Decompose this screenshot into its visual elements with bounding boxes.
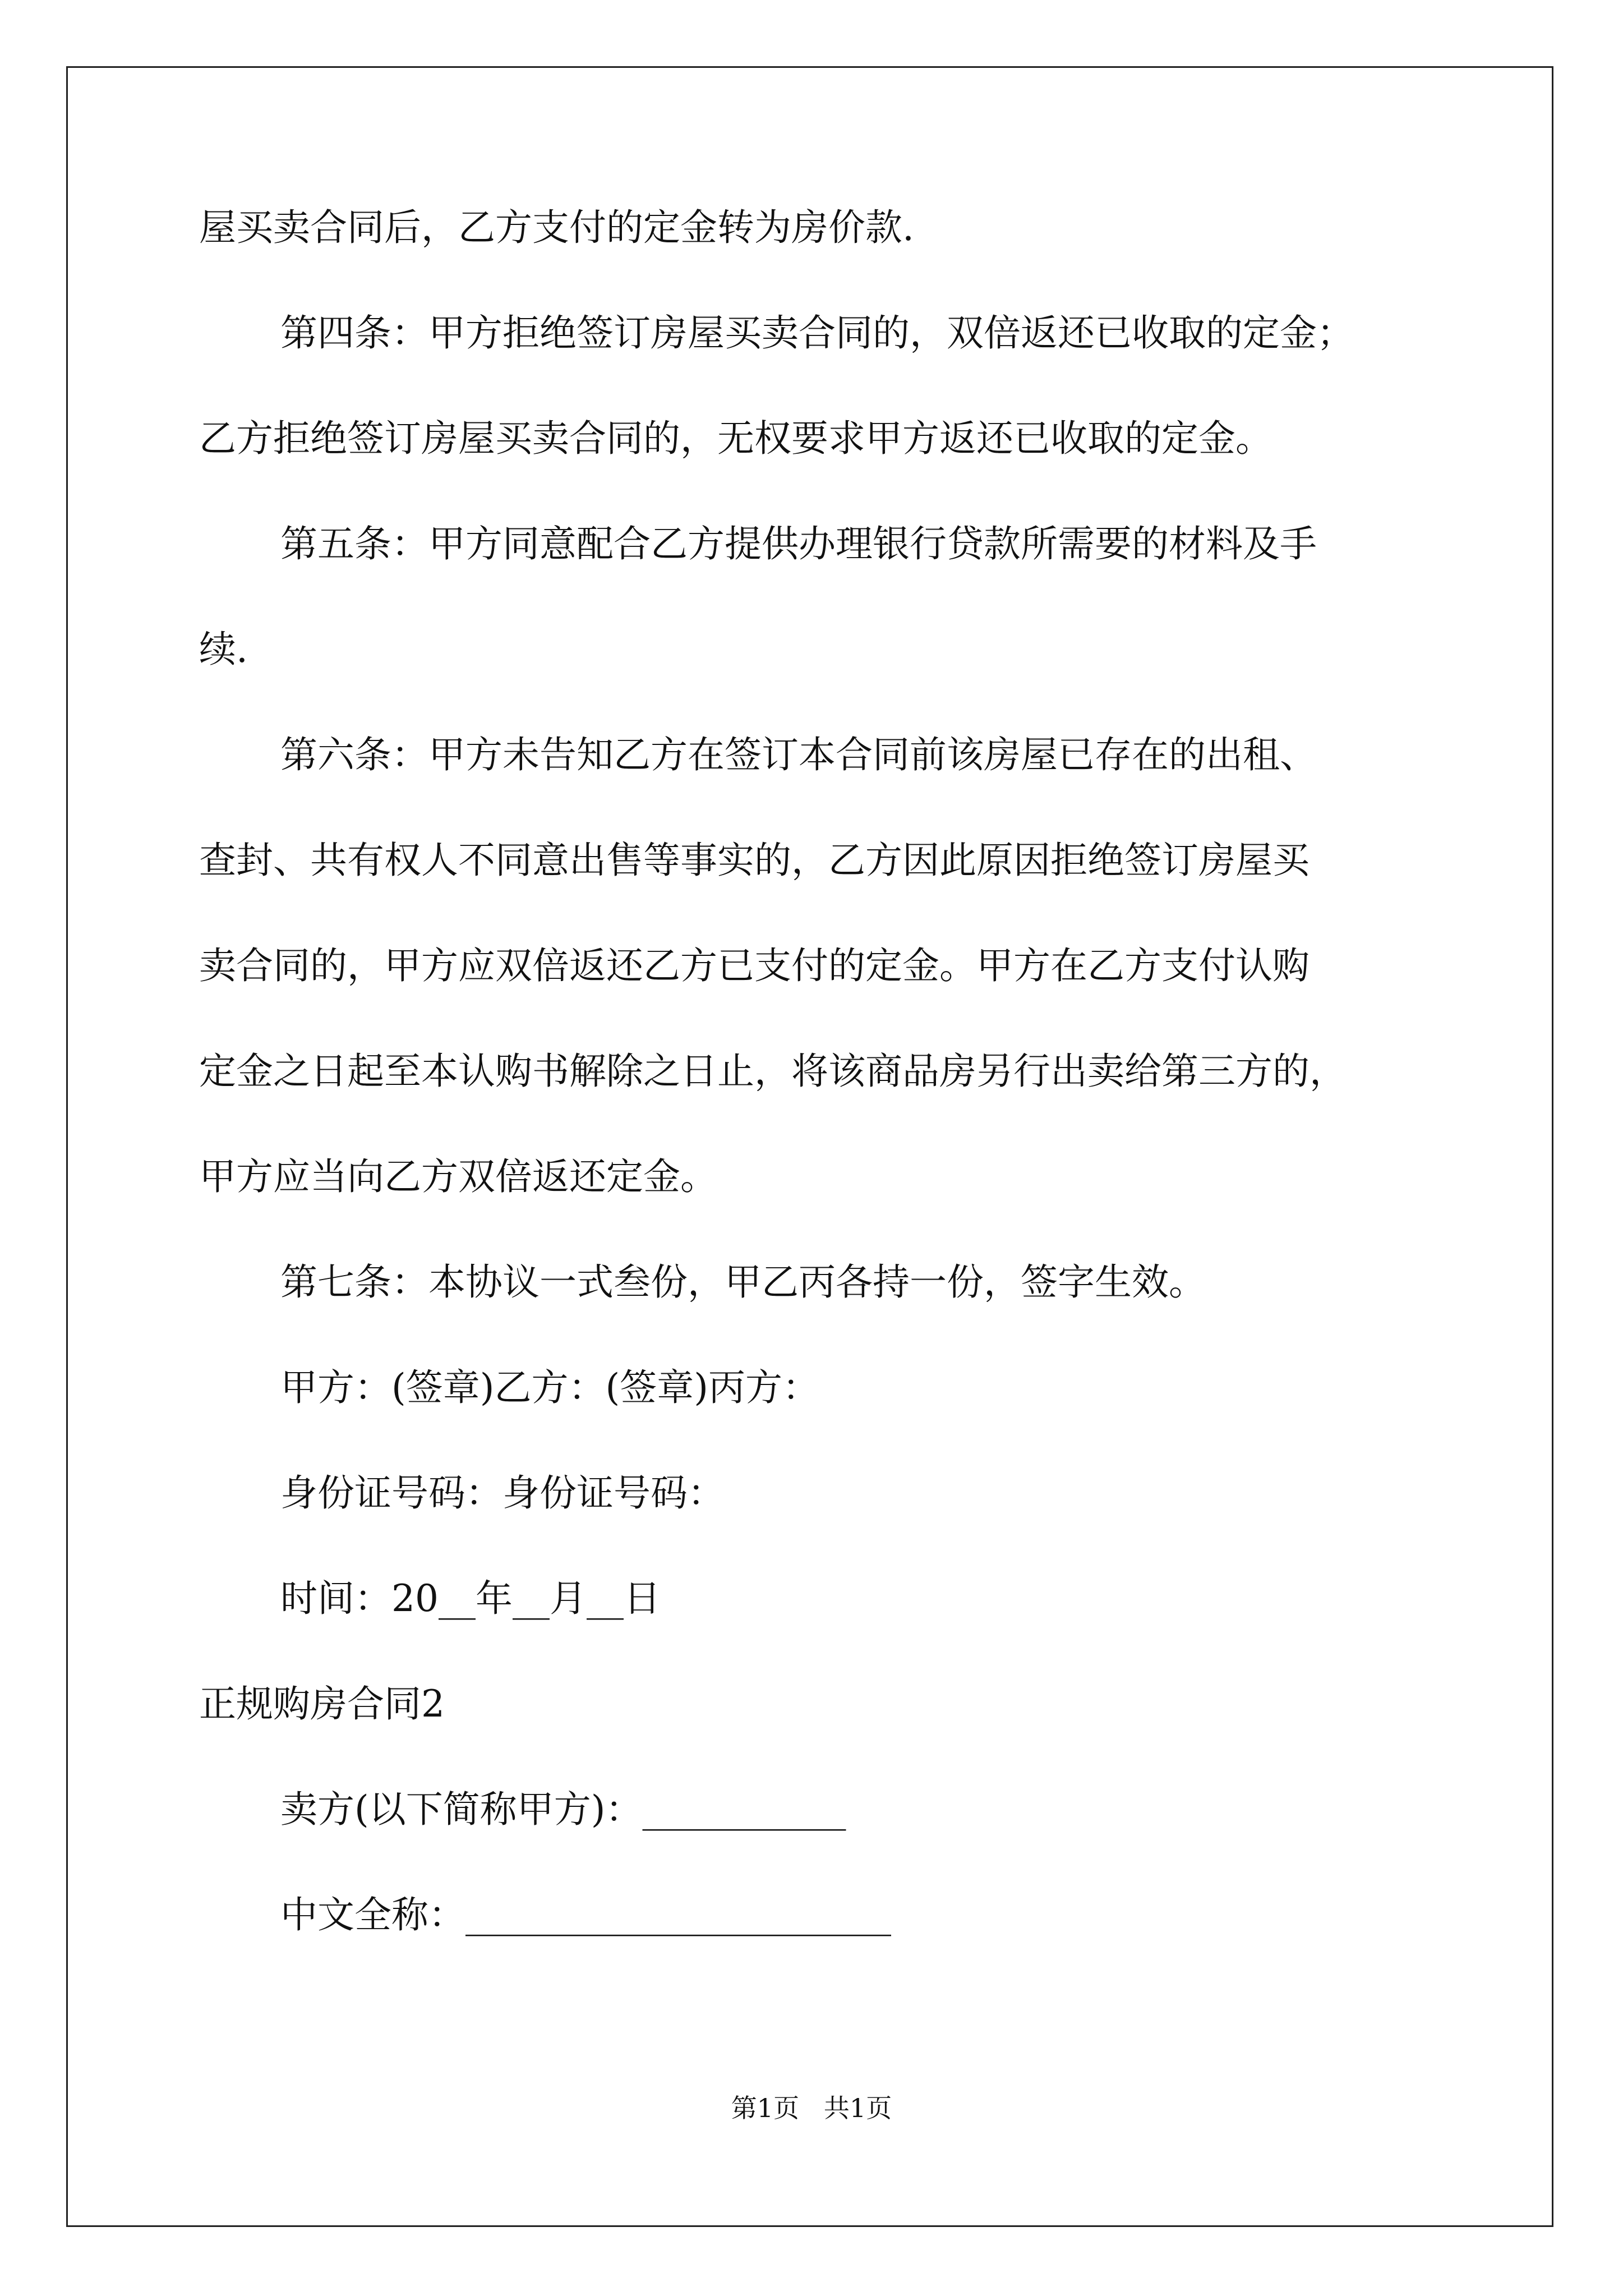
text-line-10: 甲方应当向乙方双倍返还定金。 xyxy=(199,1155,717,1198)
seller-line: 卖方(以下简称甲方)：___________ xyxy=(280,1788,846,1831)
text-line-6: 第六条：甲方未告知乙方在签订本合同前该房屋已存在的出租、 xyxy=(280,733,1317,776)
text-line-3: 乙方拒绝签订房屋买卖合同的，无权要求甲方返还已收取的定金。 xyxy=(199,417,1272,460)
text-line-4: 第五条：甲方同意配合乙方提供办理银行贷款所需要的材料及手 xyxy=(280,522,1317,565)
text-line-7: 查封、共有权人不同意出售等事实的，乙方因此原因拒绝签订房屋买 xyxy=(199,839,1310,882)
text-line-1: 屋买卖合同后，乙方支付的定金转为房价款. xyxy=(199,206,914,249)
page-footer: 第1页 共1页 xyxy=(731,2093,892,2123)
text-line-5: 续. xyxy=(199,628,248,671)
section-heading: 正规购房合同2 xyxy=(199,1682,445,1726)
text-line-8: 卖合同的，甲方应双倍返还乙方已支付的定金。甲方在乙方支付认购 xyxy=(199,944,1310,987)
chinese-fullname-line: 中文全称：_______________________ xyxy=(280,1893,891,1936)
text-line-11: 第七条：本协议一式叁份，甲乙丙各持一份，签字生效。 xyxy=(280,1260,1206,1304)
signature-parties-line: 甲方：(签章)乙方：(签章)丙方： xyxy=(280,1366,819,1409)
id-number-line: 身份证号码：身份证号码： xyxy=(280,1471,725,1515)
text-line-9: 定金之日起至本认购书解除之日止，将该商品房另行出卖给第三方的， xyxy=(199,1050,1347,1093)
date-line: 时间：20__年__月__日 xyxy=(280,1577,661,1620)
text-line-2: 第四条：甲方拒绝签订房屋买卖合同的，双倍返还已收取的定金； xyxy=(280,311,1354,355)
